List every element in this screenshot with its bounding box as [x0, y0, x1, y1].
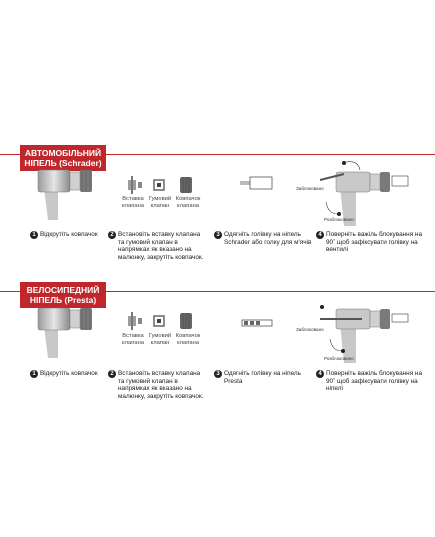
- label-locked-bike: Заблоковано: [296, 327, 324, 332]
- step-bike-3: [214, 370, 314, 385]
- step-car-4: [316, 231, 426, 254]
- step-number: 1: [30, 370, 38, 378]
- step-bike-4: [316, 370, 426, 393]
- schrader-valve-illustration: [238, 175, 274, 191]
- part-label-valve-cap: Ковпачок клапана: [175, 333, 201, 346]
- step-bike-2: [108, 370, 208, 400]
- label-unlocked-car: Розблоковано: [324, 217, 354, 222]
- part-label-valve-cap: Ковпачок клапана: [175, 196, 201, 209]
- step-car-3: [214, 231, 314, 246]
- step-number: 3: [214, 231, 222, 239]
- step-text: Встановіть вставку клапана та гумовий клапан в напрямках як вказано на малюнку, закрутіть ковпачок.: [118, 370, 204, 400]
- step-text: Одягніть голівку на ніпель Schrader або голку для м'ячів: [224, 231, 312, 246]
- step-number: 3: [214, 370, 222, 378]
- presta-valve-illustration: [240, 317, 274, 329]
- part-label-valve-insert: Вставка клапана: [122, 196, 144, 209]
- badge-bike-line2: НІПЕЛЬ (Presta): [29, 295, 97, 305]
- step-number: 4: [316, 231, 324, 239]
- step-number: 4: [316, 370, 324, 378]
- step-text: Поверніть важіль блокування на 90˚ щоб зафіксувати голівку на ніпелі: [326, 370, 423, 393]
- valve-parts-illustration: [124, 174, 198, 196]
- part-label-rubber-valve: Гумовий клапан: [148, 333, 172, 346]
- pump-head-illustration: [34, 304, 100, 360]
- step-number: 2: [108, 370, 116, 378]
- badge-bike-line1: ВЕЛОСИПЕДНИЙ: [26, 285, 100, 295]
- step-text: Відкрутіть ковпачок: [40, 231, 98, 238]
- part-label-valve-insert: Вставка клапана: [122, 333, 144, 346]
- label-locked-car: Заблоковано: [296, 186, 324, 191]
- step-text: Встановіть вставку клапана та гумовий клапан в напрямках як вказано на малюнку, закрутіть ковпачок.: [118, 231, 204, 261]
- step-car-1: [30, 231, 120, 239]
- step-text: Поверніть важіль блокування на 90˚ щоб зафіксувати голівку на вентилі: [326, 231, 423, 254]
- badge-car-line2: НІПЕЛЬ (Schrader): [24, 158, 102, 168]
- step-text: Одягніть голівку на ніпель Presta: [224, 370, 301, 385]
- pump-head-illustration: [34, 166, 100, 222]
- step-number: 1: [30, 231, 38, 239]
- part-label-rubber-valve: Гумовий клапан: [148, 196, 172, 209]
- label-unlocked-bike: Розблоковано: [324, 356, 354, 361]
- badge-car-line1: АВТОМОБІЛЬНИЙ: [24, 148, 102, 158]
- step-car-2: [108, 231, 208, 261]
- step-bike-1: [30, 370, 120, 378]
- valve-parts-illustration: [124, 310, 198, 332]
- step-number: 2: [108, 231, 116, 239]
- step-text: Відкрутіть ковпачок: [40, 370, 98, 377]
